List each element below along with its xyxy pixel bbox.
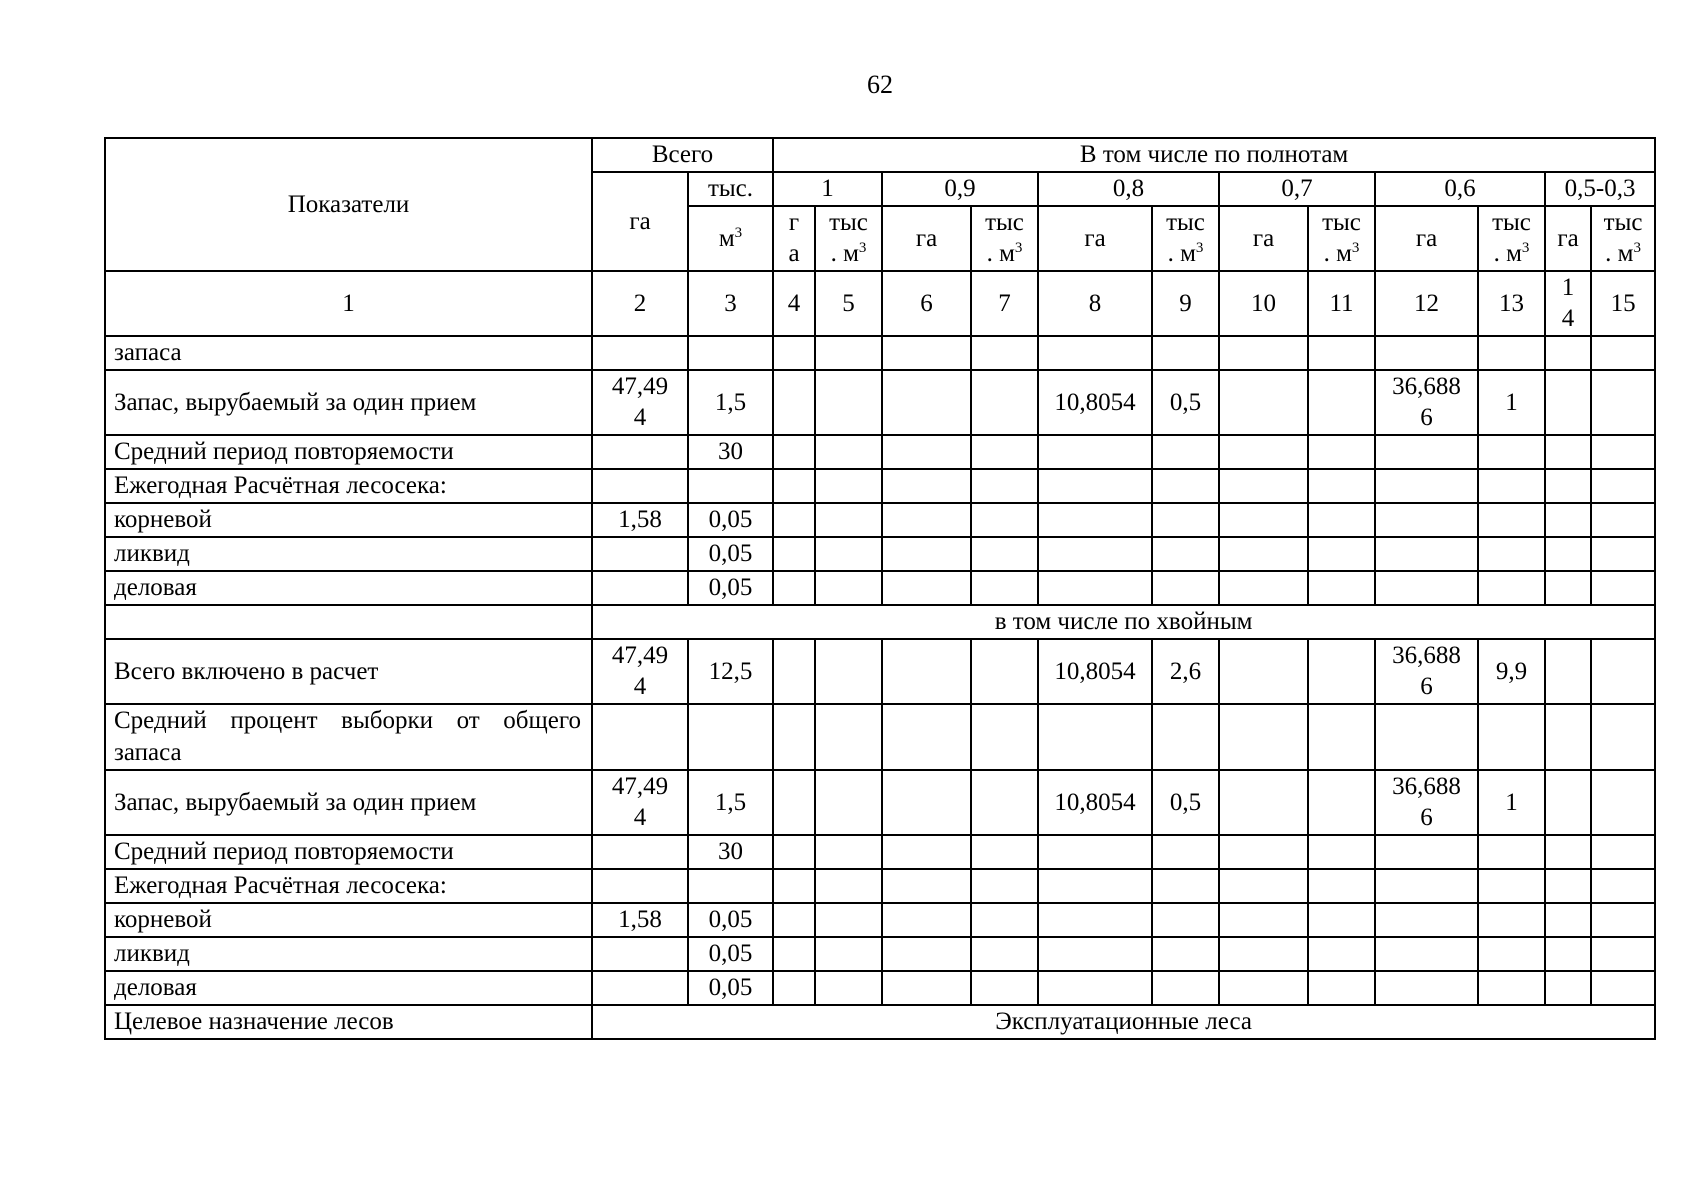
cell xyxy=(971,370,1038,435)
cell: 12,5 xyxy=(688,639,773,704)
cell xyxy=(1545,971,1591,1005)
cell xyxy=(882,835,971,869)
cell xyxy=(1308,770,1375,835)
table-row xyxy=(105,336,1655,370)
cell xyxy=(1478,835,1545,869)
cell: 0,05 xyxy=(688,971,773,1005)
table-row xyxy=(105,704,1655,770)
cell: 1 xyxy=(1478,770,1545,835)
forest-stock-table xyxy=(104,137,1656,1040)
cell xyxy=(882,971,971,1005)
cell xyxy=(773,937,815,971)
cell xyxy=(815,503,882,537)
cell: 1,5 xyxy=(688,770,773,835)
cell xyxy=(1152,503,1219,537)
cell xyxy=(1591,537,1655,571)
cell xyxy=(1591,639,1655,704)
cell xyxy=(773,971,815,1005)
header-ga: га xyxy=(1545,206,1591,271)
section-row xyxy=(105,605,1655,639)
col-number: 11 xyxy=(1308,271,1375,336)
table-row xyxy=(105,971,1655,1005)
cell xyxy=(1038,503,1152,537)
table-row xyxy=(105,937,1655,971)
cell xyxy=(592,835,688,869)
cell xyxy=(882,571,971,605)
cell xyxy=(1478,469,1545,503)
row-label: Средний период повторяемости xyxy=(105,435,592,469)
cell xyxy=(971,537,1038,571)
cell: 47,49 4 xyxy=(592,370,688,435)
cell xyxy=(1375,835,1478,869)
header-stock-09: 0,9 xyxy=(882,172,1038,206)
cell: 1 xyxy=(1478,370,1545,435)
cell xyxy=(773,336,815,370)
header-stock-07: 0,7 xyxy=(1219,172,1375,206)
cell xyxy=(1219,435,1308,469)
cell xyxy=(1219,639,1308,704)
cell xyxy=(773,435,815,469)
cell xyxy=(1545,903,1591,937)
table-row xyxy=(105,435,1655,469)
row-label: Средний процент выборки от общего запаса xyxy=(105,704,592,770)
cell xyxy=(592,704,688,770)
cell: 1,58 xyxy=(592,903,688,937)
cell xyxy=(882,903,971,937)
column-number-row xyxy=(105,271,1655,336)
row-label: Целевое назначение лесов xyxy=(105,1005,592,1039)
cell xyxy=(1478,503,1545,537)
cell xyxy=(1545,537,1591,571)
cell xyxy=(592,469,688,503)
cell xyxy=(815,869,882,903)
forest-purpose-value: Эксплуатационные леса xyxy=(592,1005,1655,1039)
cell xyxy=(1478,537,1545,571)
cell xyxy=(1152,469,1219,503)
cell xyxy=(1219,571,1308,605)
cell xyxy=(1152,435,1219,469)
table-row xyxy=(105,370,1655,435)
row-label: деловая xyxy=(105,571,592,605)
cell xyxy=(1478,937,1545,971)
cell xyxy=(1219,469,1308,503)
cell: 0,5 xyxy=(1152,770,1219,835)
cell xyxy=(1308,537,1375,571)
cell xyxy=(1219,835,1308,869)
cell xyxy=(1038,937,1152,971)
cell: 36,688 6 xyxy=(1375,639,1478,704)
header-ga-split: г а xyxy=(773,206,815,271)
cell xyxy=(773,469,815,503)
page-number: 62 xyxy=(867,70,893,99)
table-row xyxy=(105,469,1655,503)
cell xyxy=(971,903,1038,937)
cell xyxy=(592,571,688,605)
cell xyxy=(592,971,688,1005)
cell xyxy=(882,537,971,571)
cell xyxy=(688,704,773,770)
cell xyxy=(1152,937,1219,971)
table-row xyxy=(105,639,1655,704)
header-ga: га xyxy=(1038,206,1152,271)
cell xyxy=(1152,704,1219,770)
col-number: 7 xyxy=(971,271,1038,336)
col-number: 1 xyxy=(105,271,592,336)
cell xyxy=(773,639,815,704)
cell xyxy=(882,770,971,835)
cell xyxy=(1308,639,1375,704)
table-row xyxy=(105,537,1655,571)
cell xyxy=(882,937,971,971)
cell: 36,688 6 xyxy=(1375,770,1478,835)
cell: 10,8054 xyxy=(1038,370,1152,435)
table-row xyxy=(105,835,1655,869)
cell xyxy=(1219,903,1308,937)
cell xyxy=(882,336,971,370)
table-row xyxy=(105,770,1655,835)
cell xyxy=(1591,370,1655,435)
header-tys-m3: тыс . $м^3$ xyxy=(1591,206,1655,271)
section-conifer-heading: в том числе по хвойным xyxy=(592,605,1655,639)
cell xyxy=(1375,435,1478,469)
col-number: 9 xyxy=(1152,271,1219,336)
cell xyxy=(1219,336,1308,370)
cell xyxy=(882,370,971,435)
cell xyxy=(1375,869,1478,903)
cell xyxy=(971,704,1038,770)
cell xyxy=(1308,435,1375,469)
cell xyxy=(1375,704,1478,770)
cell xyxy=(688,336,773,370)
cell xyxy=(815,469,882,503)
cell xyxy=(1375,937,1478,971)
cell xyxy=(815,370,882,435)
header-tys-m3: тыс . $м^3$ xyxy=(1478,206,1545,271)
header-ga: га xyxy=(882,206,971,271)
row-label: Ежегодная Расчётная лесосека: xyxy=(105,469,592,503)
cell xyxy=(1308,903,1375,937)
cell xyxy=(815,571,882,605)
header-stock-05-03: 0,5-0,3 xyxy=(1545,172,1655,206)
cell xyxy=(1038,469,1152,503)
cell xyxy=(882,869,971,903)
header-m3: $м^3$ xyxy=(688,206,773,271)
cell xyxy=(1591,469,1655,503)
cell xyxy=(1591,770,1655,835)
row-label: корневой xyxy=(105,903,592,937)
cell xyxy=(592,937,688,971)
col-number: 10 xyxy=(1219,271,1308,336)
cell xyxy=(971,971,1038,1005)
cell xyxy=(1375,571,1478,605)
cell xyxy=(1591,869,1655,903)
cell xyxy=(1038,571,1152,605)
cell xyxy=(1308,469,1375,503)
cell xyxy=(1152,903,1219,937)
row-label: Ежегодная Расчётная лесосека: xyxy=(105,869,592,903)
header-tys-m3: тыс . $м^3$ xyxy=(815,206,882,271)
col-number: 3 xyxy=(688,271,773,336)
cell xyxy=(773,503,815,537)
row-label: корневой xyxy=(105,503,592,537)
cell xyxy=(1478,336,1545,370)
header-tys-m3: тыс . $м^3$ xyxy=(1152,206,1219,271)
cell xyxy=(815,971,882,1005)
col-number: 2 xyxy=(592,271,688,336)
header-indicators: Показатели xyxy=(105,138,592,271)
cell xyxy=(592,435,688,469)
header-ga: га xyxy=(592,172,688,271)
col-number: 8 xyxy=(1038,271,1152,336)
header-ga: га xyxy=(1375,206,1478,271)
header-total: Всего xyxy=(592,138,773,172)
cell xyxy=(1219,704,1308,770)
cell xyxy=(1545,770,1591,835)
cell xyxy=(1545,336,1591,370)
cell xyxy=(1591,435,1655,469)
cell xyxy=(1038,835,1152,869)
table-row xyxy=(105,571,1655,605)
cell xyxy=(1545,571,1591,605)
cell xyxy=(1478,971,1545,1005)
cell xyxy=(1375,971,1478,1005)
cell xyxy=(1308,336,1375,370)
cell: 0,05 xyxy=(688,937,773,971)
cell xyxy=(1591,903,1655,937)
cell xyxy=(1375,469,1478,503)
row-label: ликвид xyxy=(105,537,592,571)
cell xyxy=(882,435,971,469)
header-tys-m3: тыс . $м^3$ xyxy=(971,206,1038,271)
cell: 1,5 xyxy=(688,370,773,435)
cell xyxy=(815,704,882,770)
cell xyxy=(971,639,1038,704)
header-ga: га xyxy=(1219,206,1308,271)
cell xyxy=(1038,435,1152,469)
cell xyxy=(105,605,592,639)
cell xyxy=(1478,435,1545,469)
cell xyxy=(1219,869,1308,903)
cell xyxy=(971,503,1038,537)
cell xyxy=(773,370,815,435)
cell xyxy=(1375,336,1478,370)
header-stock-06: 0,6 xyxy=(1375,172,1545,206)
cell xyxy=(971,571,1038,605)
cell: 36,688 6 xyxy=(1375,370,1478,435)
cell xyxy=(1545,370,1591,435)
cell xyxy=(1591,937,1655,971)
cell xyxy=(1219,971,1308,1005)
col-number: 12 xyxy=(1375,271,1478,336)
header-stock-1: 1 xyxy=(773,172,882,206)
cell: 1,58 xyxy=(592,503,688,537)
cell xyxy=(1152,571,1219,605)
col-number: 5 xyxy=(815,271,882,336)
cell xyxy=(1152,537,1219,571)
cell xyxy=(1308,571,1375,605)
cell xyxy=(1545,503,1591,537)
cell xyxy=(688,869,773,903)
cell xyxy=(688,469,773,503)
cell xyxy=(773,704,815,770)
cell xyxy=(1152,971,1219,1005)
cell xyxy=(773,537,815,571)
header-including-by-stock: В том числе по полнотам xyxy=(773,138,1655,172)
cell xyxy=(971,937,1038,971)
cell xyxy=(773,835,815,869)
cell xyxy=(1038,704,1152,770)
cell xyxy=(1219,770,1308,835)
cell xyxy=(1038,971,1152,1005)
cell xyxy=(1478,571,1545,605)
cell xyxy=(815,639,882,704)
cell xyxy=(971,336,1038,370)
row-label: Запас, вырубаемый за один прием xyxy=(105,370,592,435)
col-number: 6 xyxy=(882,271,971,336)
cell xyxy=(1545,469,1591,503)
col-number: 13 xyxy=(1478,271,1545,336)
cell xyxy=(1545,639,1591,704)
cell xyxy=(1591,835,1655,869)
cell xyxy=(1545,835,1591,869)
cell: 47,49 4 xyxy=(592,770,688,835)
cell: 47,49 4 xyxy=(592,639,688,704)
cell xyxy=(1478,869,1545,903)
cell xyxy=(815,336,882,370)
cell xyxy=(592,537,688,571)
row-label: запаса xyxy=(105,336,592,370)
header-row xyxy=(105,138,1655,172)
cell xyxy=(1308,370,1375,435)
row-label: Запас, вырубаемый за один прием xyxy=(105,770,592,835)
cell xyxy=(971,869,1038,903)
table-row xyxy=(105,1005,1655,1039)
cell xyxy=(971,835,1038,869)
cell xyxy=(1038,336,1152,370)
cell xyxy=(1545,869,1591,903)
cell xyxy=(882,639,971,704)
cell: 30 xyxy=(688,435,773,469)
cell: 10,8054 xyxy=(1038,770,1152,835)
cell xyxy=(773,869,815,903)
cell xyxy=(1219,937,1308,971)
cell: 0,05 xyxy=(688,903,773,937)
cell xyxy=(815,903,882,937)
cell xyxy=(1545,704,1591,770)
header-tys-m3: тыс . $м^3$ xyxy=(1308,206,1375,271)
cell xyxy=(882,469,971,503)
cell xyxy=(971,770,1038,835)
cell xyxy=(882,503,971,537)
cell xyxy=(1478,704,1545,770)
cell xyxy=(1038,537,1152,571)
cell: 9,9 xyxy=(1478,639,1545,704)
col-number: 15 xyxy=(1591,271,1655,336)
cell xyxy=(815,537,882,571)
cell xyxy=(1375,903,1478,937)
cell xyxy=(971,435,1038,469)
cell xyxy=(1591,971,1655,1005)
cell xyxy=(1038,869,1152,903)
cell xyxy=(1375,503,1478,537)
cell xyxy=(773,903,815,937)
cell xyxy=(773,571,815,605)
cell xyxy=(1545,435,1591,469)
cell: 2,6 xyxy=(1152,639,1219,704)
table-row xyxy=(105,503,1655,537)
cell xyxy=(1219,370,1308,435)
header-tys: тыс. xyxy=(688,172,773,206)
cell xyxy=(1308,937,1375,971)
cell xyxy=(1152,835,1219,869)
cell xyxy=(592,869,688,903)
cell xyxy=(592,336,688,370)
cell xyxy=(971,469,1038,503)
row-label: ликвид xyxy=(105,937,592,971)
cell: 0,05 xyxy=(688,503,773,537)
header-stock-08: 0,8 xyxy=(1038,172,1219,206)
cell xyxy=(1591,704,1655,770)
cell: 0,05 xyxy=(688,571,773,605)
cell xyxy=(1038,903,1152,937)
cell xyxy=(815,770,882,835)
cell: 30 xyxy=(688,835,773,869)
cell xyxy=(1591,571,1655,605)
cell xyxy=(1375,537,1478,571)
cell xyxy=(1219,503,1308,537)
col-number: 1 4 xyxy=(1545,271,1591,336)
cell xyxy=(815,435,882,469)
cell xyxy=(882,704,971,770)
cell xyxy=(773,770,815,835)
cell: 0,5 xyxy=(1152,370,1219,435)
cell xyxy=(1545,937,1591,971)
cell xyxy=(1152,336,1219,370)
row-label: деловая xyxy=(105,971,592,1005)
row-label: Всего включено в расчет xyxy=(105,639,592,704)
cell xyxy=(1591,336,1655,370)
cell xyxy=(1308,971,1375,1005)
cell xyxy=(1308,869,1375,903)
table-row xyxy=(105,903,1655,937)
cell xyxy=(1308,835,1375,869)
cell: 10,8054 xyxy=(1038,639,1152,704)
cell xyxy=(1308,704,1375,770)
cell xyxy=(1219,537,1308,571)
row-label: Средний период повторяемости xyxy=(105,835,592,869)
col-number: 4 xyxy=(773,271,815,336)
cell: 0,05 xyxy=(688,537,773,571)
cell xyxy=(1591,503,1655,537)
cell xyxy=(815,835,882,869)
cell xyxy=(1152,869,1219,903)
cell xyxy=(1478,903,1545,937)
table-row xyxy=(105,869,1655,903)
cell xyxy=(1308,503,1375,537)
cell xyxy=(815,937,882,971)
